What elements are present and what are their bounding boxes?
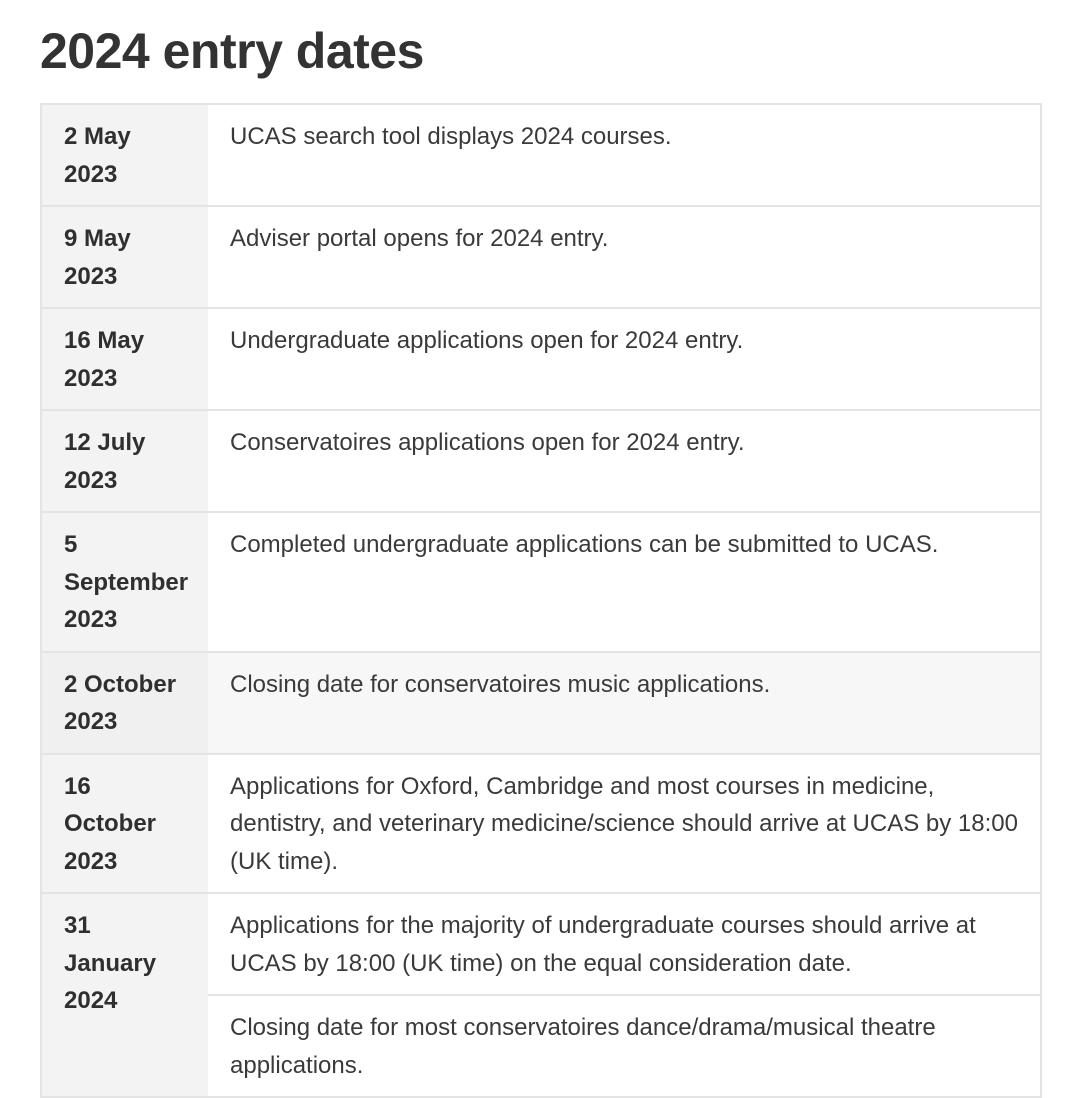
entry-dates-table <box>40 103 1042 1098</box>
date-text: 2023 <box>64 606 118 633</box>
table-row <box>41 754 1041 894</box>
table-row <box>41 206 1041 308</box>
date-text: 2023 <box>64 708 118 735</box>
description-cell: Conservatoires applications open for 2024 entry. <box>208 410 1041 512</box>
date-text: 2023 <box>64 466 118 494</box>
page-title: 2024 entry dates <box>40 23 424 79</box>
date-text: 2 May <box>64 123 131 150</box>
date-text: 16 <box>64 772 91 800</box>
table-row <box>41 410 1041 512</box>
date-cell <box>41 410 208 512</box>
date-text: 2023 <box>64 847 118 875</box>
date-text: 31 <box>64 912 91 939</box>
date-text: 2 October <box>64 670 177 698</box>
date-cell <box>41 652 208 754</box>
description-cell: Completed undergraduate applications can be submitted to UCAS. <box>208 512 1041 652</box>
table-row <box>41 308 1041 410</box>
date-text: September <box>64 568 189 596</box>
date-text: January <box>64 949 157 977</box>
date-text: 2023 <box>64 262 118 290</box>
table-row <box>41 104 1041 206</box>
date-text: 5 <box>64 531 78 558</box>
table-row <box>41 893 1041 995</box>
date-cell <box>41 512 208 652</box>
description-cell: Adviser portal opens for 2024 entry. <box>208 206 1041 308</box>
date-text: October <box>64 810 157 837</box>
date-text: 2024 <box>64 987 118 1014</box>
date-cell <box>41 308 208 410</box>
description-cell: Closing date for most conservatoires dance/drama/musical theatre applications. <box>208 995 1041 1097</box>
description-cell: Closing date for conservatoires music applications. <box>208 652 1041 754</box>
description-cell: Applications for the majority of undergraduate courses should arrive at UCAS by 18:00 (UK time) on the equal consideration date. <box>208 893 1041 995</box>
date-text: 2023 <box>64 364 118 392</box>
date-cell <box>41 893 208 1097</box>
date-text: 12 July <box>64 429 146 456</box>
table-row <box>41 512 1041 652</box>
description-cell: UCAS search tool displays 2024 courses. <box>208 104 1041 206</box>
description-cell: Undergraduate applications open for 2024 entry. <box>208 308 1041 410</box>
date-cell <box>41 206 208 308</box>
date-cell <box>41 104 208 206</box>
date-cell <box>41 754 208 894</box>
description-cell: Applications for Oxford, Cambridge and most courses in medicine, dentistry, and veterinary medicine/science should arrive at UCAS by 18:00 (UK time). <box>208 754 1041 894</box>
table-row <box>41 652 1041 754</box>
date-text: 2023 <box>64 160 118 188</box>
date-text: 9 May <box>64 225 131 252</box>
date-text: 16 May <box>64 327 145 354</box>
